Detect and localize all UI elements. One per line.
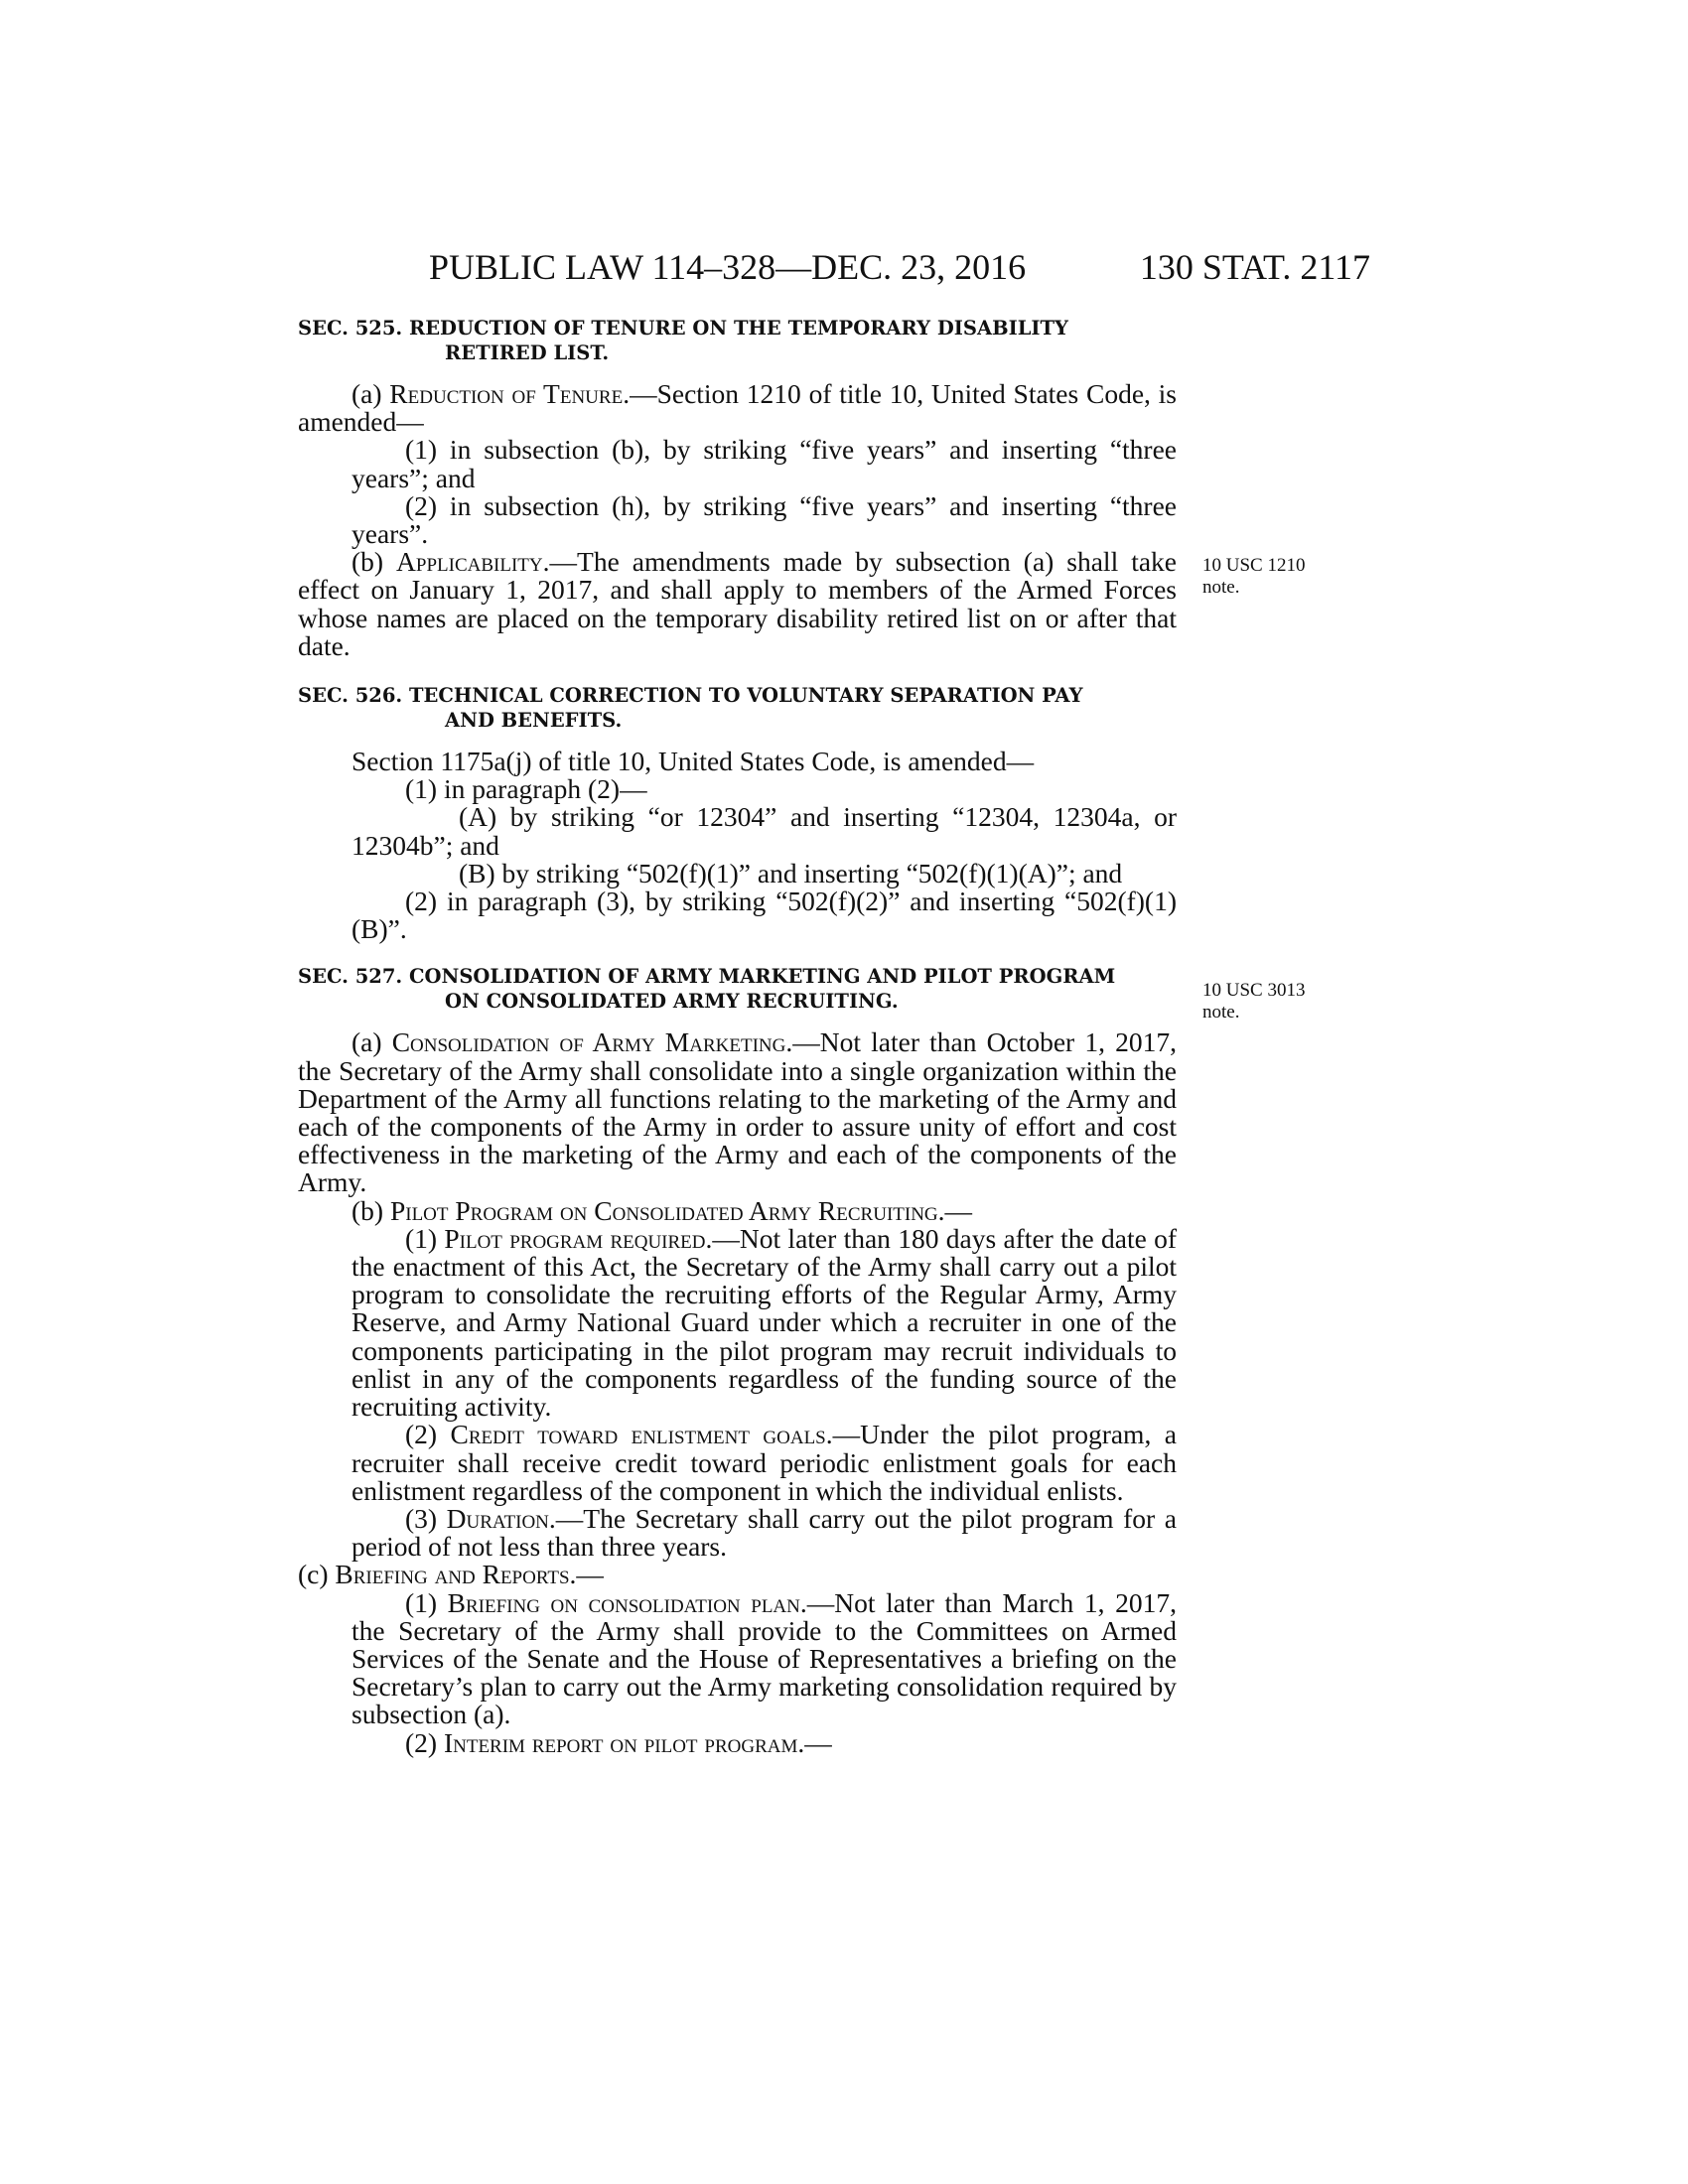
section-527-subsection-c: (c) Briefing and Reports.— [298,1559,604,1590]
margin-note-10-usc-3013: 10 USC 3013 note. [1202,980,1306,1023]
section-527-paragraph-b3: (3) Duration.—The Secretary shall carry out the pilot program for a period of not less than three years. [352,1502,1177,1563]
section-525-subsection-b: (b) Applicability.—The amendments made by subsection (a) shall take effect on January 1, 2017, and shall apply to members of the Armed Forces whose names are placed on the temporary disability retired list on or after that date. [298,546,1177,661]
page-header [298,246,1370,286]
section-526-subparagraph-b: (B) by striking “502(f)(1)” and inserting “502(f)(1)(A)”; and [459,857,1123,888]
section-527-paragraph-c1: (1) Briefing on consolidation plan.—Not later than March 1, 2017, the Secretary of the Army shall provide to the Committees on Armed Services of the Senate and the House of Representatives a briefing on the Secretary’s plan to carry out the Army marketing consolidation required by subsection (a). [352,1586,1177,1730]
section-527-paragraph-c2: (2) Interim report on pilot program.— [405,1726,832,1758]
section-527-subsection-a: (a) Consolidation of Army Marketing.—Not later than October 1, 2017, the Secretary of the Army shall consolidate into a single organization within the Department of the Army all functions relating to the marketing of the Army and each of the components of the Army in order to assure unity of effort and cost effectiveness in the marketing of the Army and each of the components of the Army. [298,1026,1178,1198]
section-526-paragraph-1: (1) in paragraph (2)— [405,773,647,805]
section-527-paragraph-b1: (1) Pilot program required.—Not later than 180 days after the date of the enactment of this Act, the Secretary of the Army shall carry out a pilot program to consolidate the recruiting efforts of the Regular Army, Army Reserve, and Army National Guard under which a recruiter in one of the components participating in the pilot program may recruit individuals to enlist in any of the components regardless of the funding source of the recruiting activity. [352,1222,1177,1423]
document-body [298,316,1177,1757]
section-525-subsection-a: (a) Reduction of Tenure.—Section 1210 of title 10, United States Code, is amended— [298,378,1178,438]
section-527-paragraph-b2: (2) Credit toward enlistment goals.—Under the pilot program, a recruiter shall receive credit toward periodic enlistment goals for each enlistment regardless of the component in which the individual enlists. [352,1419,1177,1506]
section-526-heading: SEC. 526. TECHNICAL CORRECTION TO VOLUNTARY SEPARATION PAY AND BENEFITS. [298,684,1083,733]
section-526-subparagraph-a: (A) by striking “or 12304” and inserting “12304, 12304a, or 12304b”; and [352,801,1177,861]
section-527-heading: SEC. 527. CONSOLIDATION OF ARMY MARKETING AND PILOT PROGRAM ON CONSOLIDATED ARMY RECRUITING. [298,965,1116,1014]
section-527-subsection-b: (b) Pilot Program on Consolidated Army Recruiting.— [352,1194,973,1226]
statute-page-number: 130 STAT. 2117 [1139,247,1370,287]
section-525-heading: SEC. 525. REDUCTION OF TENURE ON THE TEMPORARY DISABILITY RETIRED LIST. [298,317,1068,364]
section-525-paragraph-2: (2) in subsection (h), by striking “five years” and inserting “three years”. [352,489,1177,550]
margin-note-10-usc-1210: 10 USC 1210 note. [1202,555,1306,598]
section-525-paragraph-1: (1) in subsection (b), by striking “five years” and inserting “three years”; and [352,434,1177,493]
section-526-paragraph-2: (2) in paragraph (3), by striking “502(f)(2)” and inserting “502(f)(1)(B)”. [352,886,1177,945]
public-law-citation: PUBLIC LAW 114–328—DEC. 23, 2016 [429,247,1027,287]
section-526-intro: Section 1175a(j) of title 10, United States Code, is amended— [352,746,1035,777]
